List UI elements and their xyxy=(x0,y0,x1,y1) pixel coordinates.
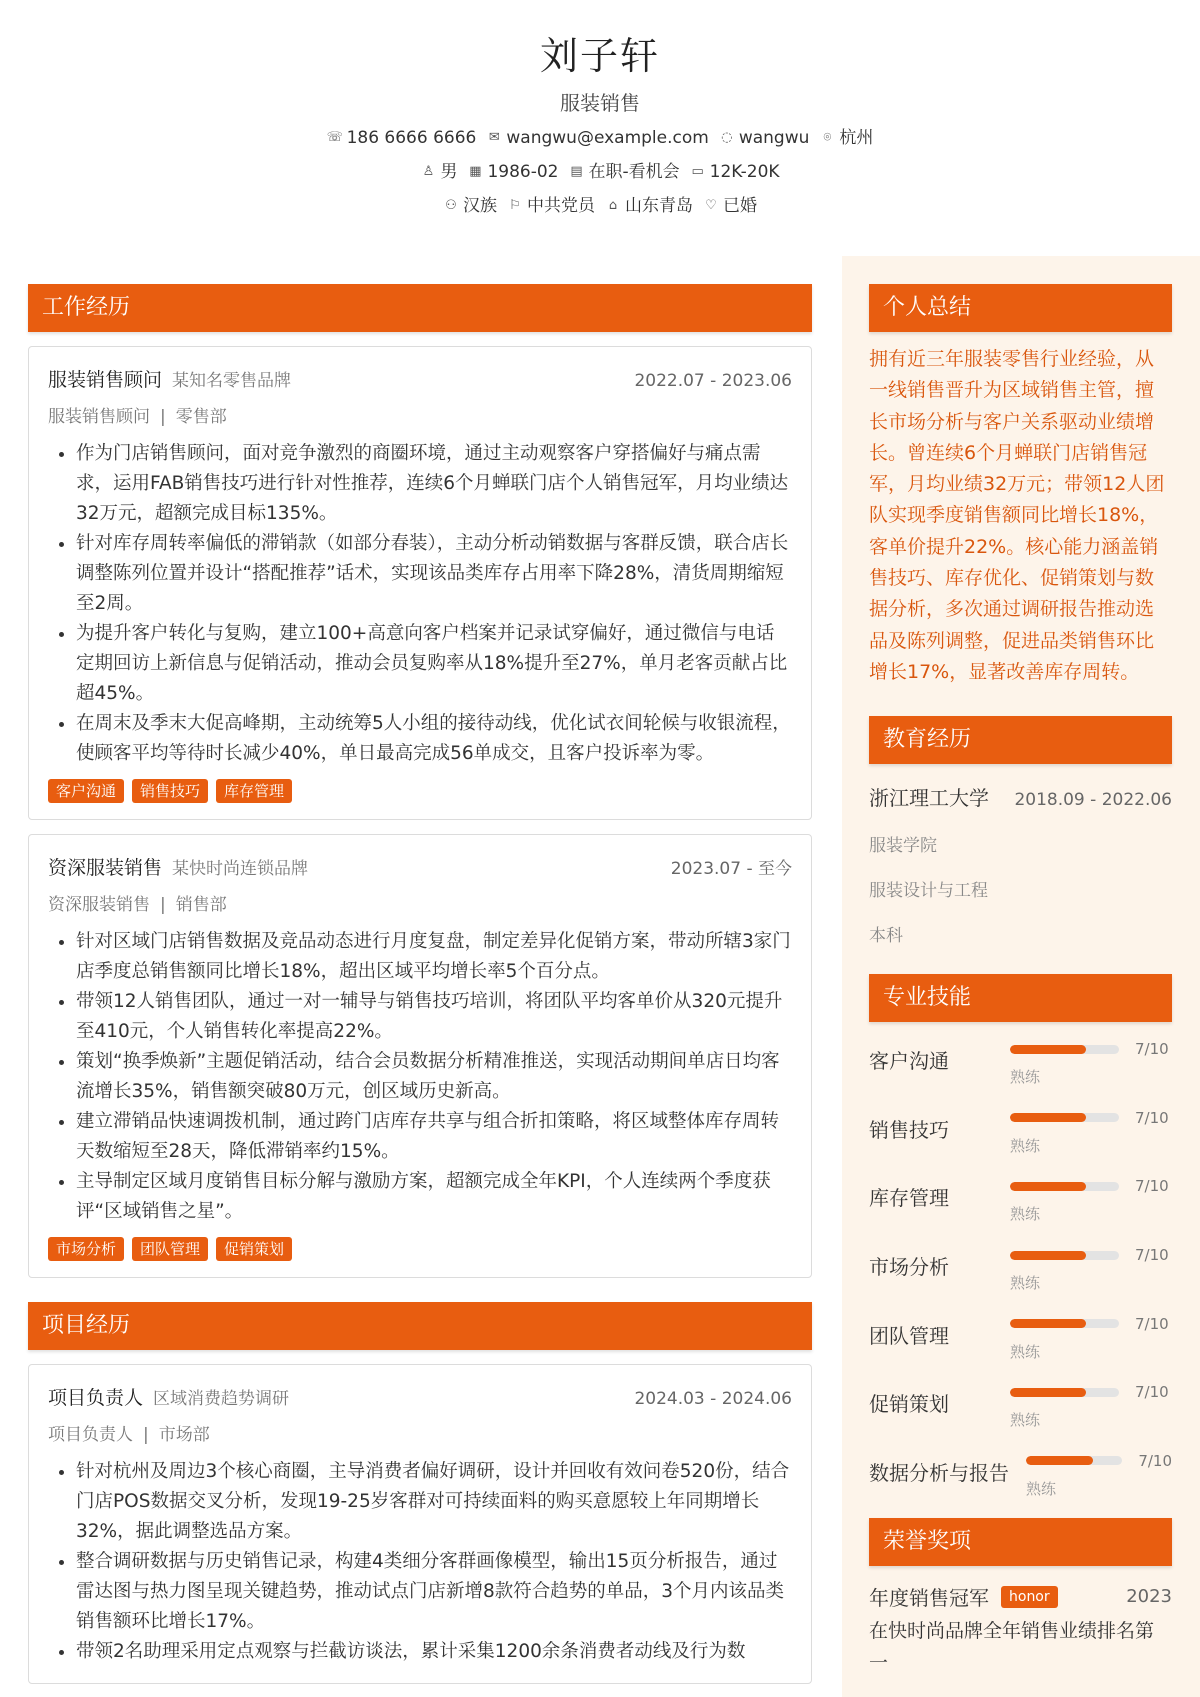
skill-progress-bar xyxy=(1010,1388,1119,1397)
main-column xyxy=(28,284,812,1684)
skill-name: 市场分析 xyxy=(869,1255,949,1280)
skill-score: 7/10 xyxy=(1138,1451,1172,1470)
skill-level: 熟练 xyxy=(1010,1411,1041,1430)
section-title-education: 教育经历 xyxy=(869,716,1172,764)
skill-row xyxy=(869,1103,1172,1172)
wechat-icon: ◌ xyxy=(721,130,733,145)
personal-row xyxy=(0,158,1200,186)
honor-year: 2023 xyxy=(1126,1586,1172,1608)
skill-progress-fill xyxy=(1026,1456,1093,1465)
skill-level: 熟练 xyxy=(1010,1205,1041,1224)
info-text: 汉族 xyxy=(463,196,497,216)
skill-tag: 客户沟通 xyxy=(48,779,124,803)
skill-name: 数据分析与报告 xyxy=(869,1460,1009,1485)
section-title-work: 工作经历 xyxy=(28,284,812,332)
skill-score: 7/10 xyxy=(1135,1314,1169,1333)
skill-progress-bar xyxy=(1010,1182,1119,1191)
department-name: 零售部 xyxy=(175,407,227,427)
skill-tag: 库存管理 xyxy=(216,779,292,803)
user-icon: ♙ xyxy=(422,164,435,179)
skill-meta xyxy=(1010,1040,1172,1087)
department-name: 市场部 xyxy=(158,1425,210,1445)
position-name: 项目负责人 xyxy=(48,1425,133,1445)
info-item xyxy=(719,124,810,152)
skill-level: 熟练 xyxy=(1010,1342,1041,1361)
skill-progress-fill xyxy=(1010,1319,1086,1328)
summary-text: 拥有近三年服装零售行业经验，从一线销售晋升为区域销售主管，擅长市场分析与客户关系驱动业绩增长。曾连续6个月蝉联门店销售冠军，月均业绩32万元；带领12人团队实现季度销售额同比增长18%，客单价提升22%。核心能力涵盖销售技巧、库存优化、促销策划与数据分析，多次通过调研报告推动选品及陈列调整，促进品类销售环比增长17%，显著改善库存周转。 xyxy=(869,348,1165,683)
info-item xyxy=(568,158,679,186)
skill-score: 7/10 xyxy=(1135,1177,1169,1196)
users-icon: ⚇ xyxy=(445,198,457,213)
info-text: 已婚 xyxy=(723,196,757,216)
skill-meta xyxy=(1026,1452,1172,1499)
company-name: 某快时尚连锁品牌 xyxy=(172,859,309,879)
bullet-item: • 带领2名助理采用定点观察与拦截访谈法，累计采集1200余条消费者动线及行为数 xyxy=(76,1637,792,1667)
job-title: 服装销售 xyxy=(560,91,640,115)
date-range: 2022.07 - 2023.06 xyxy=(634,371,792,391)
info-text: 在职-看机会 xyxy=(588,162,680,182)
school-name: 浙江理工大学 xyxy=(869,786,989,811)
bullet-item: • 针对区域门店销售数据及竞品动态进行月度复盘，制定差异化促销方案，带动所辖3家门店季度总销售额同比增长18%，超出区域平均增长率5个百分点。 xyxy=(76,927,792,987)
skill-meta xyxy=(1010,1315,1172,1362)
card-subtitle xyxy=(48,1420,792,1445)
skill-row xyxy=(869,1377,1172,1446)
bullet-item: • 针对杭州及周边3个核心商圈，主导消费者偏好调研，设计并回收有效问卷520份，结合门店POS数据交叉分析，发现19-25岁客群对可持续面料的购买意愿较上年同期增长32%，据此调整选品方案。 xyxy=(76,1457,792,1547)
college-name: 服装学院 xyxy=(869,836,937,857)
card-title-group xyxy=(48,365,291,392)
skill-tag: 促销策划 xyxy=(216,1237,292,1261)
separator: | xyxy=(143,1425,149,1445)
skill-meta xyxy=(1010,1177,1172,1224)
tag-list xyxy=(48,1237,792,1261)
project-card xyxy=(28,1364,812,1684)
tag-list xyxy=(48,779,792,803)
skill-progress-fill xyxy=(1010,1045,1086,1054)
skill-progress-fill xyxy=(1010,1251,1086,1260)
info-text: 中共党员 xyxy=(527,196,595,216)
info-item xyxy=(703,192,757,220)
role-title: 项目负责人 xyxy=(48,1387,144,1409)
info-text: 男 xyxy=(440,162,458,182)
skill-tag: 团队管理 xyxy=(132,1237,208,1261)
phone-icon: ☏ xyxy=(326,130,343,145)
skill-row xyxy=(869,1034,1172,1103)
skill-level: 熟练 xyxy=(1026,1479,1057,1498)
work-card xyxy=(28,346,812,820)
honor-name: 年度销售冠军 xyxy=(869,1586,989,1611)
info-text: 杭州 xyxy=(839,128,874,148)
bullet-list xyxy=(48,439,792,769)
skill-score: 7/10 xyxy=(1135,1383,1169,1402)
card-subtitle xyxy=(48,402,792,427)
skill-progress-bar xyxy=(1010,1113,1119,1122)
contact-row xyxy=(0,124,1200,152)
skill-row xyxy=(869,1240,1172,1309)
bullet-item: • 为提升客户转化与复购，建立100+高意向客户档案并记录试穿偏好，通过微信与电话定期回访上新信息与促销活动，推动会员复购率从18%提升至27%，单月老客贡献占比超45%。 xyxy=(76,619,792,709)
section-title-projects: 项目经历 xyxy=(28,1302,812,1350)
skill-name: 销售技巧 xyxy=(869,1117,949,1142)
background-row xyxy=(0,192,1200,220)
skill-name: 客户沟通 xyxy=(869,1049,949,1074)
salary-icon: ▭ xyxy=(691,164,704,179)
location-icon: ⌾ xyxy=(823,130,832,145)
flag-icon: ⚐ xyxy=(509,198,521,213)
info-item xyxy=(690,158,780,186)
briefcase-icon: ▤ xyxy=(570,164,583,179)
skill-row xyxy=(869,1446,1172,1515)
info-text: 186 6666 6666 xyxy=(346,128,477,148)
resume-header xyxy=(0,0,1200,220)
bullet-item: • 在周末及季末大促高峰期，主动统筹5人小组的接待动线，优化试衣间轮候与收银流程，使顾客平均等待时长减少40%，单日最高完成56单成交，且客户投诉率为零。 xyxy=(76,709,792,769)
bullet-item: • 主导制定区域月度销售目标分解与激励方案，超额完成全年KPI，个人连续两个季度获评“区域销售之星”。 xyxy=(76,1167,792,1227)
skill-score: 7/10 xyxy=(1135,1108,1169,1127)
honor-row xyxy=(869,1582,1172,1611)
skill-bar-row xyxy=(1010,1383,1172,1401)
skill-score: 7/10 xyxy=(1135,1246,1169,1265)
info-item xyxy=(507,192,595,220)
skill-bar-row xyxy=(1010,1315,1172,1333)
candidate-name: 刘子轩 xyxy=(539,34,660,78)
info-item xyxy=(327,124,477,152)
info-item xyxy=(420,158,457,186)
major-name: 服装设计与工程 xyxy=(869,881,988,902)
separator: | xyxy=(160,895,166,915)
date-range: 2023.07 - 至今 xyxy=(670,859,792,879)
skill-bar-row xyxy=(1010,1177,1172,1195)
separator: | xyxy=(160,407,166,427)
calendar-icon: ▦ xyxy=(469,164,482,179)
info-text: 12K-20K xyxy=(709,162,780,182)
skill-level: 熟练 xyxy=(1010,1274,1041,1293)
skill-progress-fill xyxy=(1010,1113,1086,1122)
card-subtitle xyxy=(48,890,792,915)
bullet-item: • 作为门店销售顾问，面对竞争激烈的商圈环境，通过主动观察客户穿搭偏好与痛点需求，运用FAB销售技巧进行针对性推荐，连续6个月蝉联门店个人销售冠军，月均业绩达32万元，超额完成目标135%。 xyxy=(76,439,792,529)
section-title-honors: 荣誉奖项 xyxy=(869,1518,1172,1566)
skill-meta xyxy=(1010,1109,1172,1156)
skill-row xyxy=(869,1309,1172,1378)
role-title: 服装销售顾问 xyxy=(48,369,163,391)
home-icon: ⌂ xyxy=(608,198,618,213)
info-item xyxy=(443,192,497,220)
company-name: 某知名零售品牌 xyxy=(172,371,292,391)
skill-progress-bar xyxy=(1010,1319,1119,1328)
skill-tag: 市场分析 xyxy=(48,1237,124,1261)
skill-name: 团队管理 xyxy=(869,1323,949,1348)
skill-bar-row xyxy=(1010,1246,1172,1264)
skill-progress-fill xyxy=(1010,1388,1086,1397)
info-item xyxy=(486,124,708,152)
skill-meta xyxy=(1010,1246,1172,1293)
skill-row xyxy=(869,1171,1172,1240)
bullet-item: • 策划“换季焕新”主题促销活动，结合会员数据分析精准推送，实现活动期间单店日均客流增长35%，销售额突破80万元，创区域历史新高。 xyxy=(76,1047,792,1107)
skill-level: 熟练 xyxy=(1010,1136,1041,1155)
info-text: 1986-02 xyxy=(487,162,559,182)
skill-level: 熟练 xyxy=(1010,1068,1041,1087)
card-title-group xyxy=(48,853,308,880)
skill-progress-bar xyxy=(1010,1045,1119,1054)
bullet-item: • 建立滞销品快速调拨机制，通过跨门店库存共享与组合折扣策略，将区域整体库存周转天数缩短至28天，降低滞销率约15%。 xyxy=(76,1107,792,1167)
info-text: 山东青岛 xyxy=(625,196,693,216)
heart-icon: ♡ xyxy=(705,198,717,213)
education-row xyxy=(869,782,1172,811)
honor-badge: honor xyxy=(1001,1586,1058,1608)
bullet-list xyxy=(48,927,792,1227)
position-name: 资深服装销售 xyxy=(48,895,150,915)
info-text: wangwu xyxy=(738,128,810,148)
info-text: wangwu@example.com xyxy=(506,128,709,148)
role-title: 资深服装销售 xyxy=(48,857,163,879)
skill-bar-row xyxy=(1010,1040,1172,1058)
card-header xyxy=(48,1383,792,1410)
company-name: 区域消费趋势调研 xyxy=(153,1389,290,1409)
degree-name: 本科 xyxy=(869,926,903,947)
info-item xyxy=(605,192,693,220)
skill-progress-fill xyxy=(1010,1182,1086,1191)
bullet-item: • 整合调研数据与历史销售记录，构建4类细分客群画像模型，输出15页分析报告，通过雷达图与热力图呈现关键趋势，推动试点门店新增8款符合趋势的单品，3个月内该品类销售额环比增长17%。 xyxy=(76,1547,792,1637)
position-name: 服装销售顾问 xyxy=(48,407,150,427)
section-title-summary: 个人总结 xyxy=(869,284,1172,332)
work-card xyxy=(28,834,812,1278)
card-title-group xyxy=(48,1383,289,1410)
info-item xyxy=(819,124,873,152)
sidebar xyxy=(869,284,1172,1679)
department-name: 销售部 xyxy=(175,895,227,915)
bullet-list xyxy=(48,1457,792,1667)
info-item xyxy=(467,158,558,186)
card-header xyxy=(48,853,792,880)
skill-progress-bar xyxy=(1010,1251,1119,1260)
bullet-item: • 针对库存周转率偏低的滞销款（如部分春装），主动分析动销数据与客群反馈，联合店长调整陈列位置并设计“搭配推荐”话术，实现该品类库存占用率下降28%，清货周期缩短至2周。 xyxy=(76,529,792,619)
skill-bar-row xyxy=(1010,1109,1172,1127)
skill-name: 促销策划 xyxy=(869,1392,949,1417)
education-date: 2018.09 - 2022.06 xyxy=(1014,790,1172,811)
card-header xyxy=(48,365,792,392)
skill-name: 库存管理 xyxy=(869,1186,949,1211)
bullet-item: • 带领12人销售团队，通过一对一辅导与销售技巧培训，将团队平均客单价从320元提升至410元，个人销售转化率提高22%。 xyxy=(76,987,792,1047)
skill-meta xyxy=(1010,1383,1172,1430)
skill-score: 7/10 xyxy=(1135,1040,1169,1059)
mail-icon: ✉ xyxy=(488,130,500,145)
skill-progress-bar xyxy=(1026,1456,1122,1465)
date-range: 2024.03 - 2024.06 xyxy=(634,1389,792,1409)
section-title-skills: 专业技能 xyxy=(869,974,1172,1022)
skill-bar-row xyxy=(1026,1452,1172,1470)
honor-description: 在快时尚品牌全年销售业绩排名第一 xyxy=(869,1620,1155,1675)
skill-tag: 销售技巧 xyxy=(132,779,208,803)
